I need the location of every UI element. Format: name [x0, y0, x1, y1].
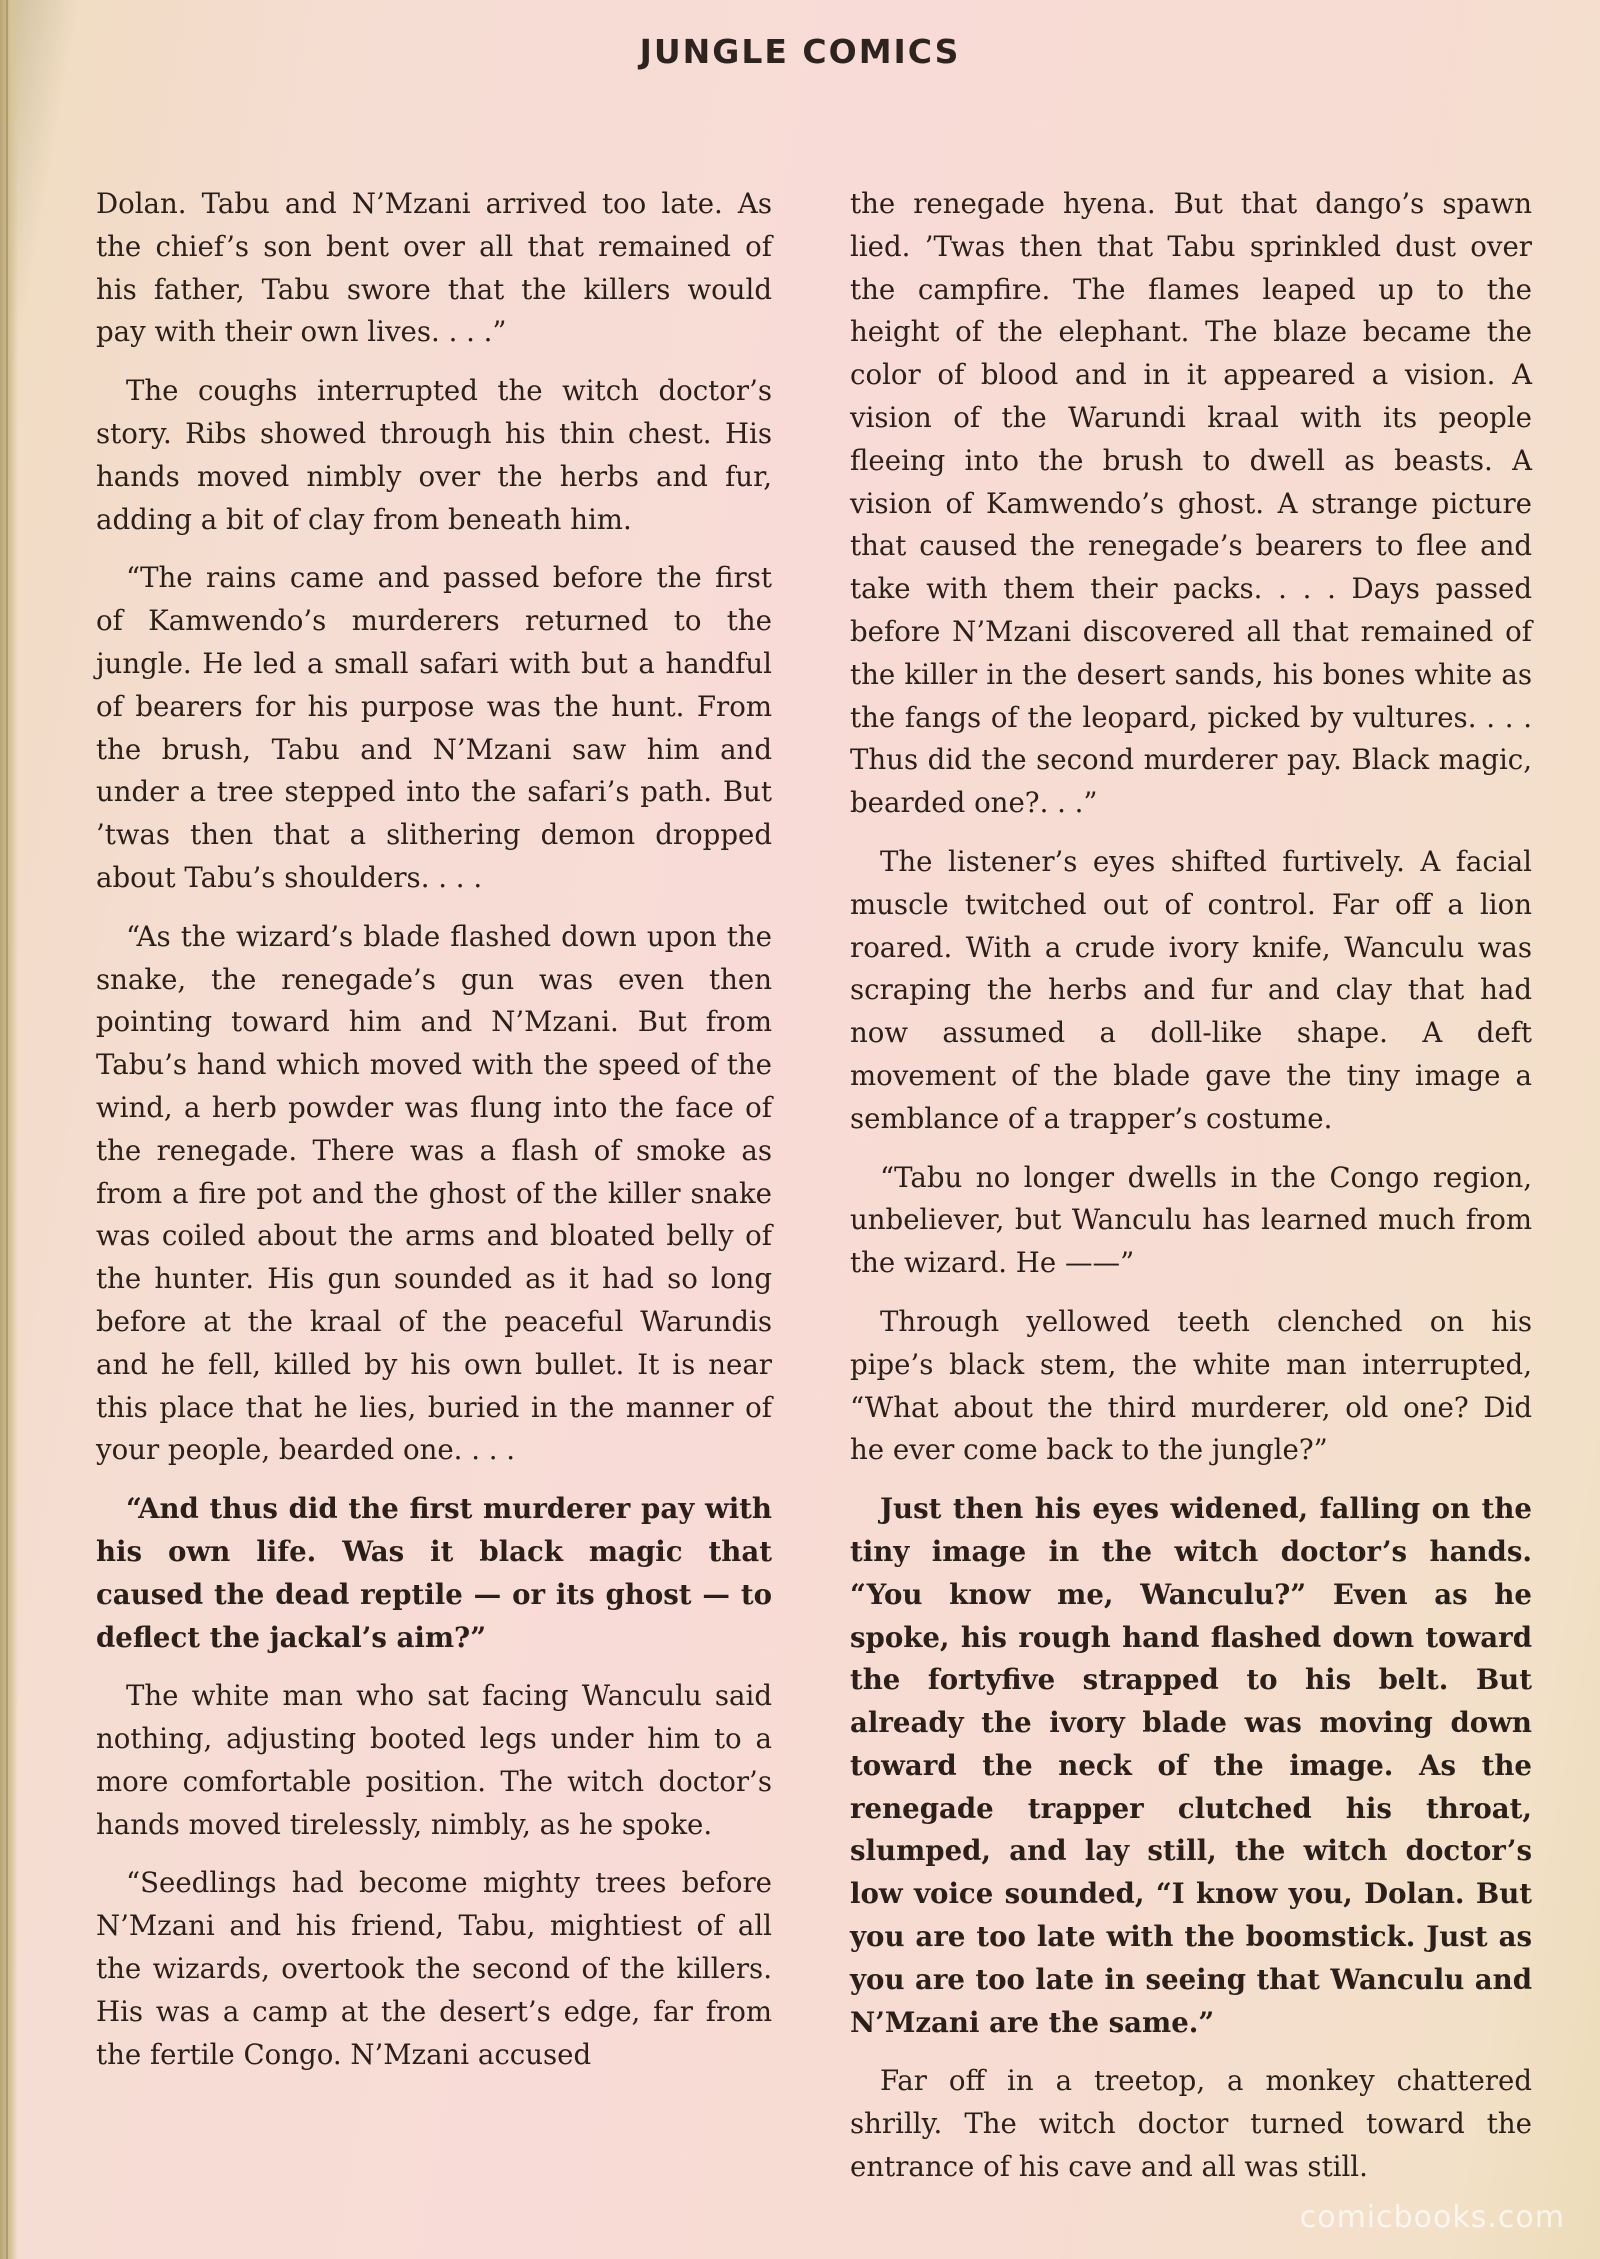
paragraph: “As the wizard’s blade flashed down upon the snake, the renegade’s gun was even then pointing toward him and N’Mzani. But from Tabu’s hand which moved with the speed of the wind, a herb powder was flung into the face of the renegade. There was a flash of smoke as from a fire pot and the ghost of the killer snake was coiled about the arms and bloated belly of the hunter. His gun sounded as it had so long before at the kraal of the peaceful Warundis and he fell, killed by his own bullet. It is near this place that he lies, buried in the manner of your people, bearded one. . . .	[96, 919, 772, 1467]
paragraph: “The rains came and passed before the first of Kamwendo’s murderers returned to the jungle. He led a small safari with but a handful of bearers for his purpose was the hunt. From the brush, Tabu and N’Mzani saw him and under a tree stepped into the safari’s path. But ’twas then that a slithering demon dropped about Tabu’s shoulders. . . .	[96, 561, 772, 894]
paragraph: “And thus did the first murderer pay with his own life. Was it black magic that caused the dead reptile — or its ghost — to deflect the jackal’s aim?”	[96, 1492, 772, 1654]
paragraph: “Tabu no longer dwells in the Congo region, unbeliever, but Wanculu has learned much from the wizard. He ——”	[850, 1160, 1532, 1280]
left-column	[96, 183, 772, 2092]
paragraph: the renegade hyena. But that dango’s spawn lied. ’Twas then that Tabu sprinkled dust over the campfire. The flames leaped up to the height of the elephant. The blaze became the color of blood and in it appeared a vision. A vision of the Warundi kraal with its people fleeing into the brush to dwell as beasts. A vision of Kamwendo’s ghost. A strange picture that caused the renegade’s bearers to flee and take with them their packs. . . . Days passed before N’Mzani discovered all that remained of the killer in the desert sands, his bones white as the fangs of the leopard, picked by vultures. . . . Thus did the second murderer pay. Black magic, bearded one?. . .”	[850, 187, 1532, 820]
page-spine	[0, 0, 18, 2259]
watermark: comicbooks.com	[1299, 2200, 1565, 2235]
paragraph: The listener’s eyes shifted furtively. A facial muscle twitched out of control. Far off a lion roared. With a crude ivory knife, Wanculu was scraping the herbs and fur and clay that had now assumed a doll-like shape. A deft movement of the blade gave the tiny image a semblance of a trapper’s costume.	[850, 844, 1532, 1135]
right-column	[850, 183, 1532, 2205]
page-header: JUNGLE COMICS	[639, 32, 961, 71]
paragraph: Through yellowed teeth clenched on his pipe’s black stem, the white man interrupted, “What about the third murderer, old one? Did he ever come back to the jungle?”	[850, 1304, 1532, 1467]
paragraph: The coughs interrupted the witch doctor’s story. Ribs showed through his thin chest. His hands moved nimbly over the herbs and fur, adding a bit of clay from beneath him.	[96, 374, 772, 536]
paragraph: Just then his eyes widened, falling on the tiny image in the witch doctor’s hands. “You know me, Wanculu?” Even as he spoke, his rough hand flashed down toward the fortyfive strapped to his belt. But already the ivory blade was moving down toward the neck of the image. As the renegade trapper clutched his throat, slumped, and lay still, the witch doctor’s low voice sounded, “I know you, Dolan. But you are too late with the boomstick. Just as you are too late in seeing that Wanculu and N’Mzani are the same.”	[850, 1492, 1532, 2039]
paragraph: “Seedlings had become mighty trees before N’Mzani and his friend, Tabu, mightiest of all the wizards, overtook the second of the killers. His was a camp at the desert’s edge, far from the fertile Congo. N’Mzani accused	[96, 1866, 772, 2071]
paragraph: Far off in a treetop, a monkey chattered shrilly. The witch doctor turned toward the entrance of his cave and all was still.	[850, 2064, 1532, 2184]
paragraph: The white man who sat facing Wanculu said nothing, adjusting booted legs under him to a more comfortable position. The witch doctor’s hands moved tirelessly, nimbly, as he spoke.	[96, 1679, 772, 1841]
paragraph: Dolan. Tabu and N’Mzani arrived too late. As the chief’s son bent over all that remained of his father, Tabu swore that the killers would pay with their own lives. . . .”	[96, 187, 772, 349]
